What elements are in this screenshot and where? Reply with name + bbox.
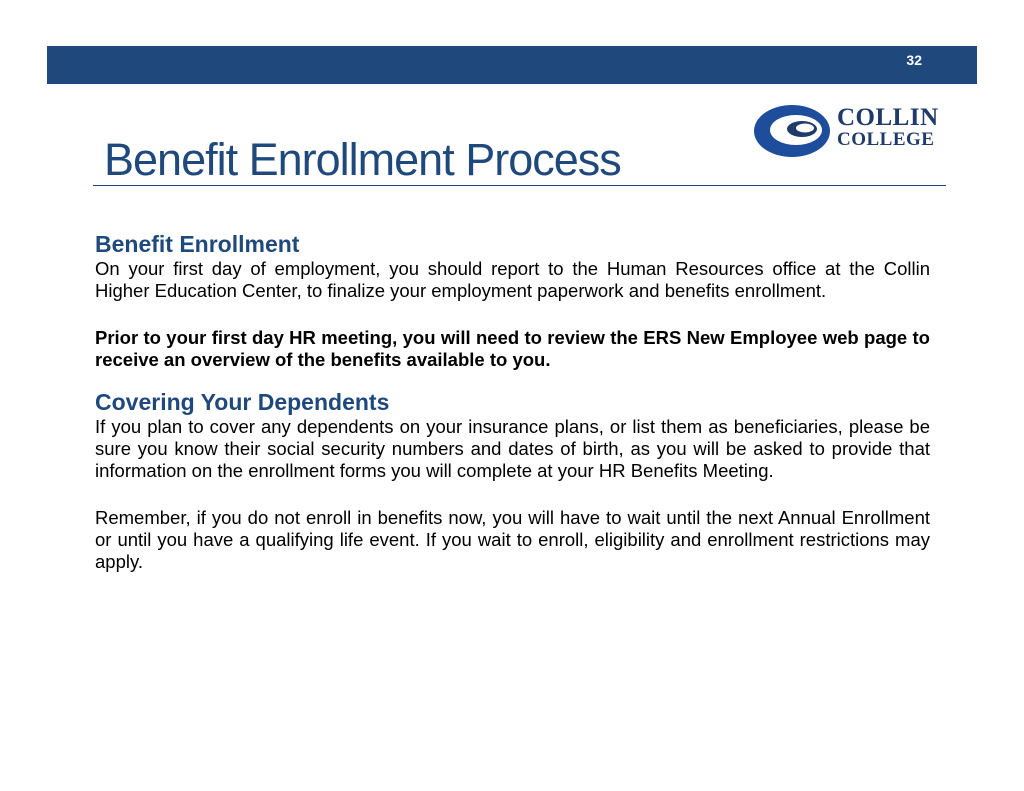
logo-line-2: COLLEGE [837,129,935,150]
dependents-paragraph-1: If you plan to cover any dependents on your insurance plans, or list them as beneficiaries, please be sure you know their social security numbers and dates of birth, as you will be asked to provide that information on the enrollment forms you will complete at your HR Benefits Meeting. [95,416,930,481]
collin-college-logo [752,102,957,160]
heading-benefit-enrollment: Benefit Enrollment [95,231,300,257]
slide-title: Benefit Enrollment Process [104,134,621,185]
swoosh-icon [752,102,832,160]
slide-body [95,230,930,573]
title-divider [93,185,946,186]
enrollment-paragraph-2: Prior to your first day HR meeting, you will need to review the ERS New Employee web page to receive an overview of the benefits available to you. [95,327,930,370]
header-bar [47,46,977,84]
logo-line-1: COLLIN [837,104,939,131]
page-number: 32 [906,52,922,68]
dependents-paragraph-2: Remember, if you do not enroll in benefits now, you will have to wait until the next Annual Enrollment or until you have a qualifying life event. If you wait to enroll, eligibility and enrollment restrictions may apply. [95,507,930,572]
enrollment-paragraph-1: On your first day of employment, you should report to the Human Resources office at the Collin Higher Education Center, to finalize your employment paperwork and benefits enrollment. [95,258,930,301]
heading-covering-dependents: Covering Your Dependents [95,389,390,415]
